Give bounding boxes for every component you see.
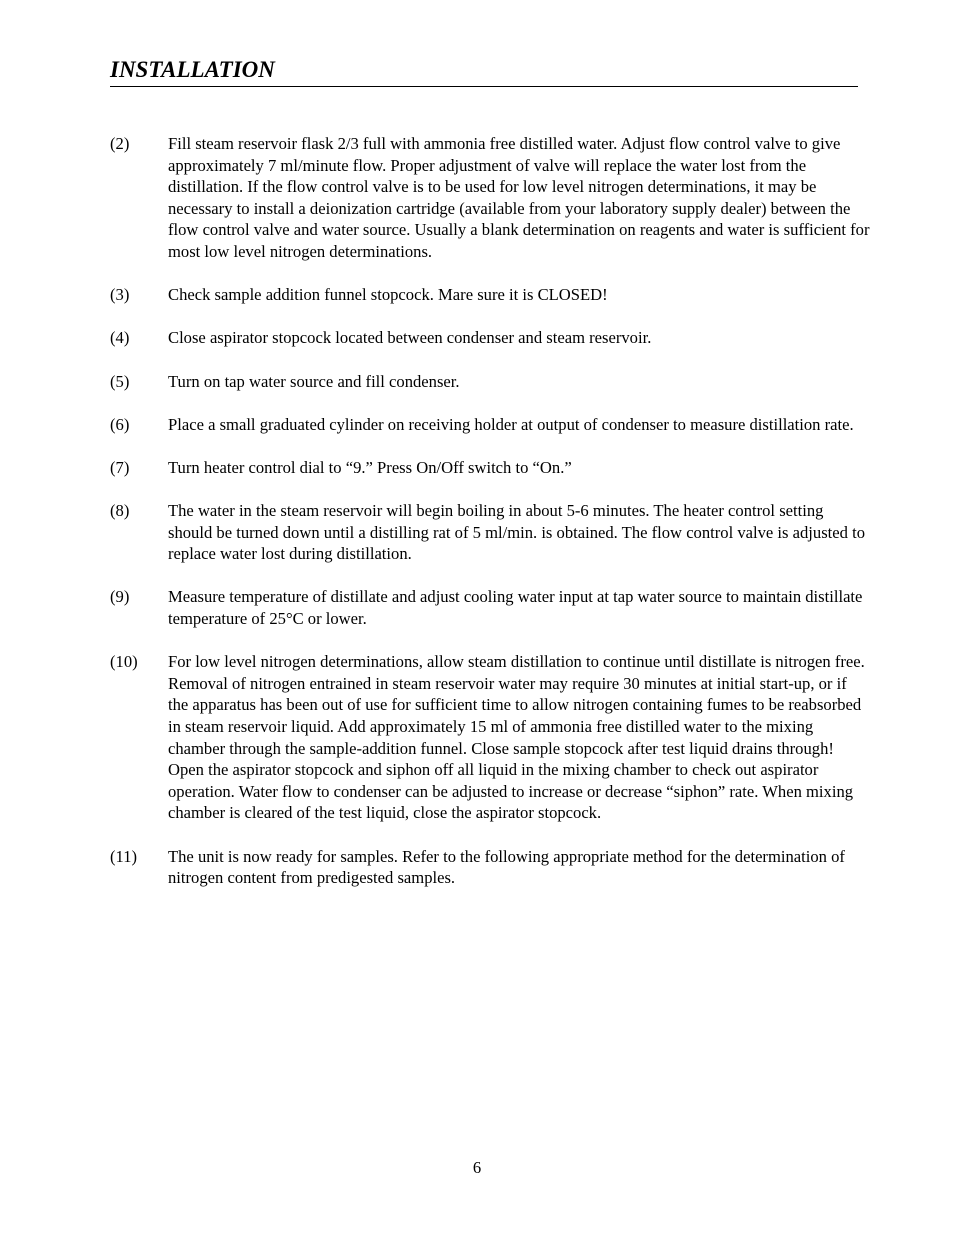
step-number: (6) — [110, 414, 130, 434]
installation-steps-list — [110, 133, 870, 910]
step-item — [110, 846, 870, 889]
step-item — [110, 327, 870, 349]
step-number: (2) — [110, 134, 130, 153]
section-header — [110, 56, 858, 87]
step-text: Close aspirator stopcock located between condenser and steam reservoir. — [168, 328, 652, 348]
step-item — [110, 133, 870, 263]
section-title: INSTALLATION — [110, 57, 275, 82]
step-text: Place a small graduated cylinder on receiving holder at output of condenser to measure distillation rate. — [168, 414, 854, 434]
step-text: Fill steam reservoir flask 2/3 full with ammonia free distilled water. Adjust flow control valve to give approximately 7 ml/minute flow. Proper adjustment of valve will replace the water lost from the distillation. If the flow control valve is to be used for low level nitrogen determinations, it may be necessary to install a deionization cartridge (available from your laboratory supply dealer) between the flow control valve and water source. Usually a blank determination on reagents and water is sufficient for most low level nitrogen determinations. — [168, 134, 870, 261]
step-number: (11) — [110, 846, 138, 866]
step-item — [110, 371, 870, 393]
step-text: Measure temperature of distillate and adjust cooling water input at tap water source to maintain distillate temperature of 25°C or lower. — [168, 587, 863, 629]
step-text: Check sample addition funnel stopcock. Mare sure it is CLOSED! — [168, 285, 608, 305]
step-text: The unit is now ready for samples. Refer to the following appropriate method for the determination of nitrogen content from predigested samples. — [168, 846, 845, 888]
step-number: (9) — [110, 587, 130, 607]
step-item — [110, 457, 870, 479]
step-item — [110, 414, 870, 436]
page-number: 6 — [472, 1158, 482, 1177]
step-text: The water in the steam reservoir will begin boiling in about 5-6 minutes. The heater control setting should be turned down until a distilling rat of 5 ml/min. is obtained. The flow control valve is adjusted to replace water lost during distillation. — [168, 501, 865, 564]
step-number: (5) — [110, 371, 130, 391]
step-item — [110, 651, 870, 824]
step-number: (7) — [110, 457, 130, 477]
step-text: For low level nitrogen determinations, allow steam distillation to continue until distillate is nitrogen free. Removal of nitrogen entrained in steam reservoir water may require 30 minutes at initial start-up, or if the apparatus has been out of use for sufficient time to allow nitrogen containing fumes to be reabsorbed in steam reservoir liquid. Add approximately 15 ml of ammonia free distilled water to the mixing chamber through the sample-addition funnel. Close sample stopcock after test liquid drains through! Open the aspirator stopcock and siphon off all liquid in the mixing chamber to check out aspirator operation. Water flow to condenser can be adjusted to increase or decrease “siphon” rate. When mixing chamber is cleared of the test liquid, close the aspirator stopcock. — [168, 652, 865, 823]
step-item — [110, 284, 870, 306]
step-item — [110, 586, 870, 629]
step-number: (3) — [110, 285, 130, 305]
step-number: (10) — [110, 652, 138, 672]
step-number: (8) — [110, 501, 130, 521]
step-item — [110, 500, 870, 565]
step-text: Turn on tap water source and fill condenser. — [168, 371, 460, 391]
step-number: (4) — [110, 328, 130, 348]
step-text: Turn heater control dial to “9.” Press On/Off switch to “On.” — [168, 457, 572, 477]
